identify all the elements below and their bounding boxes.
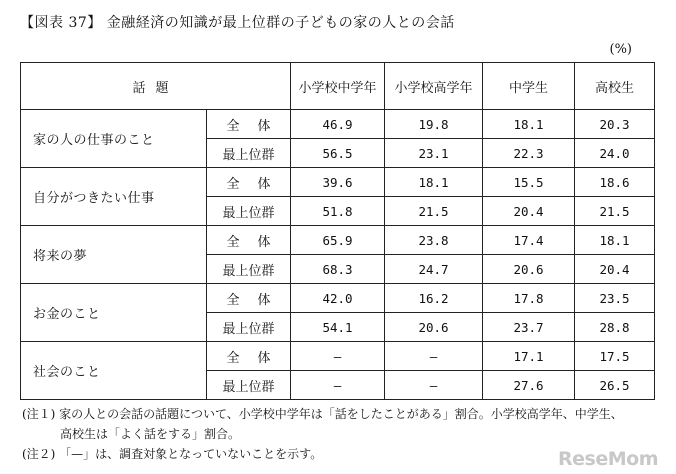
row-group-label: 全体: [207, 284, 291, 313]
value-cell: 23.5: [575, 284, 655, 313]
value-cell: —: [291, 342, 385, 371]
page-title: 【図表 37】 金融経済の知識が最上位群の子どもの家の人との会話: [20, 15, 455, 31]
table-row: [21, 226, 655, 255]
value-cell: 39.6: [291, 168, 385, 197]
resemom-logo: ReseMom: [558, 448, 658, 470]
value-cell: 42.0: [291, 284, 385, 313]
row-group-label: 最上位群: [207, 139, 291, 168]
value-cell: 20.4: [483, 197, 575, 226]
value-cell: 23.8: [385, 226, 483, 255]
value-cell: 24.7: [385, 255, 483, 284]
row-group-label: 全体: [207, 226, 291, 255]
value-cell: 22.3: [483, 139, 575, 168]
value-cell: 18.1: [385, 168, 483, 197]
value-cell: 28.8: [575, 313, 655, 342]
table-row: [21, 342, 655, 371]
value-cell: 18.1: [483, 110, 575, 139]
table-row: [21, 110, 655, 139]
table-header-row: [21, 63, 655, 110]
table-body: [21, 110, 655, 400]
data-table: [20, 62, 655, 400]
value-cell: 17.5: [575, 342, 655, 371]
header-column: 小学校中学年: [291, 63, 385, 110]
header-column: 中学生: [483, 63, 575, 110]
value-cell: 68.3: [291, 255, 385, 284]
row-group-label: 最上位群: [207, 371, 291, 400]
note-1: (注１) 家の人との会話の話題について、小学校中学年は「話をしたことがある」割合。小学校高学年、中学生、: [22, 407, 623, 421]
value-cell: 20.4: [575, 255, 655, 284]
row-group-label: 全体: [207, 110, 291, 139]
row-group-label: 全体: [207, 342, 291, 371]
header-column: 小学校高学年: [385, 63, 483, 110]
value-cell: —: [291, 371, 385, 400]
value-cell: 19.8: [385, 110, 483, 139]
row-topic: お金のこと: [21, 284, 207, 342]
value-cell: —: [385, 342, 483, 371]
notes: [22, 404, 642, 464]
value-cell: 16.2: [385, 284, 483, 313]
unit-label: (%): [609, 42, 632, 57]
value-cell: —: [385, 371, 483, 400]
value-cell: 15.5: [483, 168, 575, 197]
table-row: [21, 168, 655, 197]
value-cell: 17.4: [483, 226, 575, 255]
value-cell: 18.1: [575, 226, 655, 255]
value-cell: 23.7: [483, 313, 575, 342]
value-cell: 20.6: [385, 313, 483, 342]
note-1-continued: 高校生は「よく話をする」割合。: [60, 427, 241, 441]
header-topic: 話題: [21, 63, 291, 110]
value-cell: 51.8: [291, 197, 385, 226]
note-2: (注２) 「—」は、調査対象となっていないことを示す。: [22, 447, 323, 461]
value-cell: 18.6: [575, 168, 655, 197]
row-group-label: 最上位群: [207, 255, 291, 284]
value-cell: 20.6: [483, 255, 575, 284]
value-cell: 26.5: [575, 371, 655, 400]
header-column: 高校生: [575, 63, 655, 110]
value-cell: 65.9: [291, 226, 385, 255]
value-cell: 27.6: [483, 371, 575, 400]
row-topic: 将来の夢: [21, 226, 207, 284]
value-cell: 46.9: [291, 110, 385, 139]
row-group-label: 全体: [207, 168, 291, 197]
value-cell: 24.0: [575, 139, 655, 168]
value-cell: 56.5: [291, 139, 385, 168]
value-cell: 20.3: [575, 110, 655, 139]
row-topic: 自分がつきたい仕事: [21, 168, 207, 226]
value-cell: 21.5: [385, 197, 483, 226]
row-group-label: 最上位群: [207, 313, 291, 342]
row-group-label: 最上位群: [207, 197, 291, 226]
value-cell: 17.8: [483, 284, 575, 313]
row-topic: 社会のこと: [21, 342, 207, 400]
value-cell: 17.1: [483, 342, 575, 371]
value-cell: 21.5: [575, 197, 655, 226]
table-row: [21, 284, 655, 313]
value-cell: 23.1: [385, 139, 483, 168]
row-topic: 家の人の仕事のこと: [21, 110, 207, 168]
value-cell: 54.1: [291, 313, 385, 342]
